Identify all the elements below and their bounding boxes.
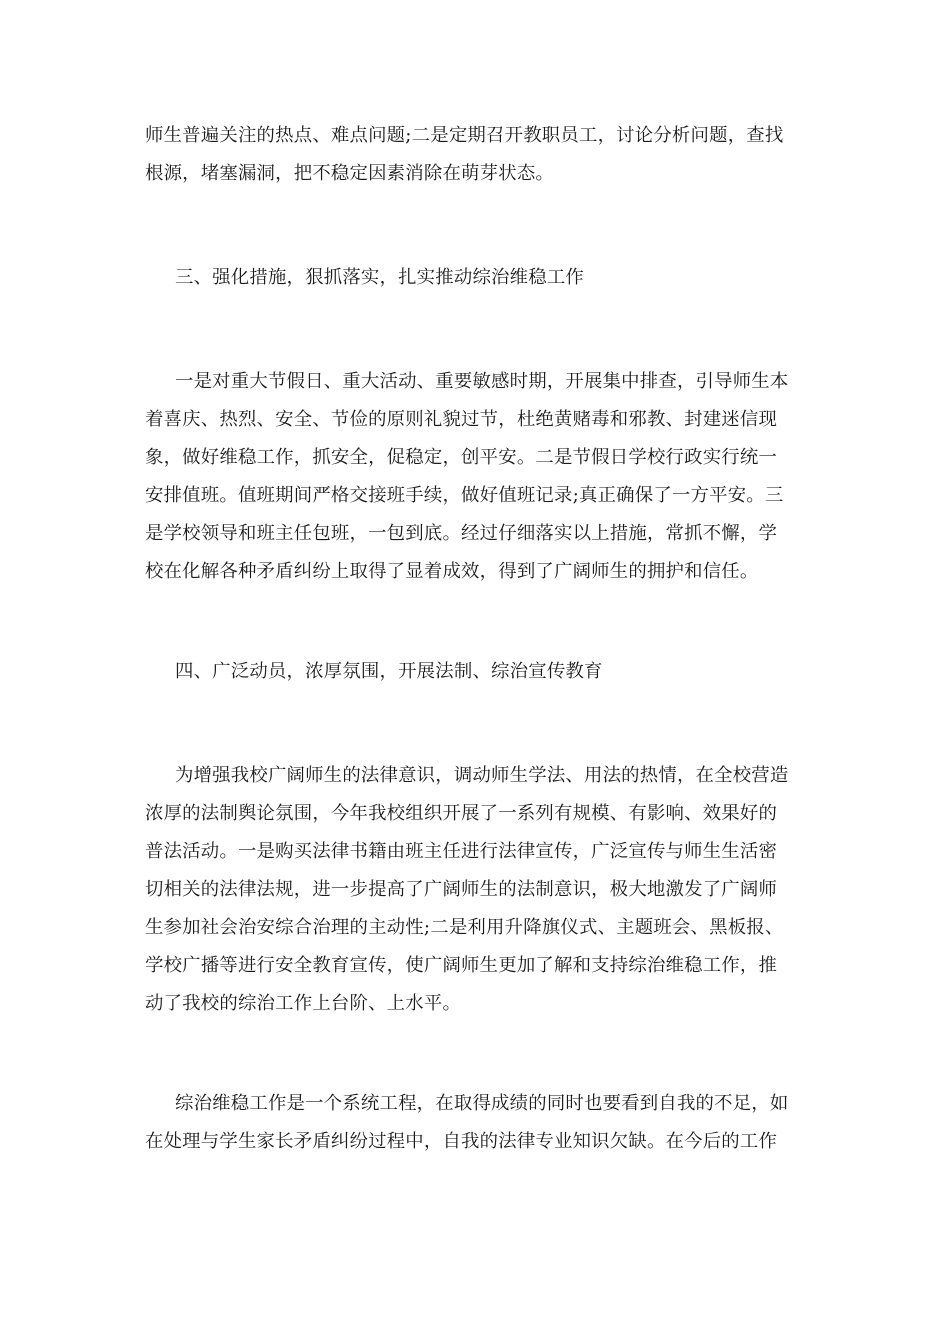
paragraph-line: 动了我校的综治工作上台阶、上水平。 [145, 993, 462, 1014]
paragraph-line: 学校广播等进行安全教育宣传，使广阔师生更加了解和支持综治维稳工作，推 [145, 955, 778, 976]
paragraph-line: 在处理与学生家长矛盾纠纷过程中，自我的法律专业知识欠缺。在今后的工作 [145, 1131, 778, 1152]
paragraph-line: 生参加社会治安综合治理的主动性;二是利用升降旗仪式、主题班会、黑板报、 [145, 917, 784, 938]
paragraph-line: 象，做好维稳工作，抓安全，促稳定，创平安。二是节假日学校行政实行统一 [145, 447, 778, 468]
paragraph-line: 综治维稳工作是一个系统工程，在取得成绩的同时也要看到自我的不足，如 [175, 1093, 789, 1114]
paragraph-line: 普法活动。一是购买法律书籍由班主任进行法律宣传，广泛宣传与师生生活密 [145, 841, 778, 862]
paragraph-line: 校在化解各种矛盾纠纷上取得了显着成效，得到了广阔师生的拥护和信任。 [145, 561, 759, 582]
paragraph-line: 切相关的法律法规，进一步提高了广阔师生的法制意识，极大地激发了广阔师 [145, 879, 778, 900]
paragraph-line: 一是对重大节假日、重大活动、重要敏感时期，开展集中排查，引导师生本 [175, 371, 789, 392]
section-heading-3: 三、强化措施，狠抓落实，扎实推动综治维稳工作 [175, 267, 584, 288]
paragraph-line: 师生普遍关注的热点、难点问题;二是定期召开教职员工，讨论分析问题，查找 [145, 125, 784, 146]
section-heading-4: 四、广泛动员，浓厚氛围，开展法制、综治宣传教育 [175, 661, 603, 682]
paragraph-line: 为增强我校广阔师生的法律意识，调动师生学法、用法的热情，在全校营造 [175, 765, 789, 786]
paragraph-line: 根源，堵塞漏洞，把不稳定因素消除在萌芽状态。 [145, 163, 554, 184]
paragraph-line: 浓厚的法制舆论氛围，今年我校组织开展了一系列有规模、有影响、效果好的 [145, 803, 778, 824]
paragraph-line: 着喜庆、热烈、安全、节俭的原则礼貌过节，杜绝黄赌毒和邪教、封建迷信现 [145, 409, 778, 430]
paragraph-line: 是学校领导和班主任包班，一包到底。经过仔细落实以上措施，常抓不懈，学 [145, 523, 778, 544]
paragraph-line: 安排值班。值班期间严格交接班手续，做好值班记录;真正确保了一方平安。三 [145, 485, 784, 506]
